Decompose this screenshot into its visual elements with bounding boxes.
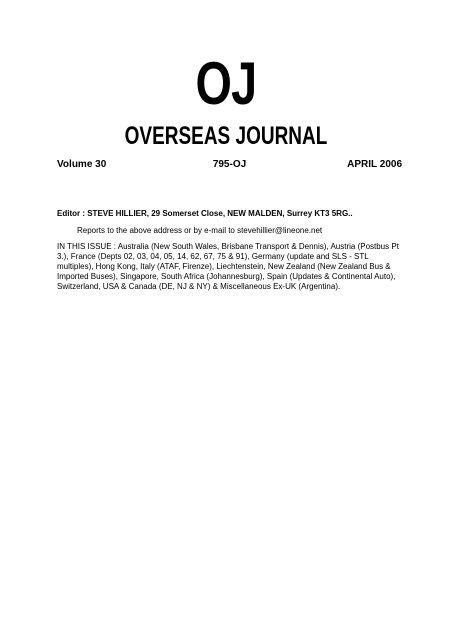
issue-date: APRIL 2006 [347, 159, 402, 170]
issue-contents: IN THIS ISSUE : Australia (New South Wales, Brisbane Transport & Dennis), Austria (Postbus Pt 3.), France (Depts 02, 03, 04, 05, 14, 62, 67, 75 & 91), Germany (update and SLS - STL multiples), Hong Kong, Italy (ATAF, Firenze), Liechtenstein, New Zealand (New Zealand Bus & Imported Buses), Singapore, South Africa (Johannesburg), Spain (Updates & Continental Auto), Switzerland, USA & Canada (DE, NJ & NY) & Miscellaneous Ex-UK (Argentina). [57, 242, 399, 291]
issue-code: 795-OJ [212, 159, 247, 170]
journal-title: OVERSEAS JOURNAL [124, 122, 328, 150]
reports-contact: Reports to the above address or by e-mail to stevehillier@lineone.net [77, 226, 323, 235]
editor-address: Editor : STEVE HILLIER, 29 Somerset Close, NEW MALDEN, Surrey KT3 5RG.. [57, 209, 353, 218]
issue-meta-row [57, 158, 402, 172]
journal-logo: OJ [195, 50, 257, 117]
volume-number: Volume 30 [57, 159, 107, 170]
